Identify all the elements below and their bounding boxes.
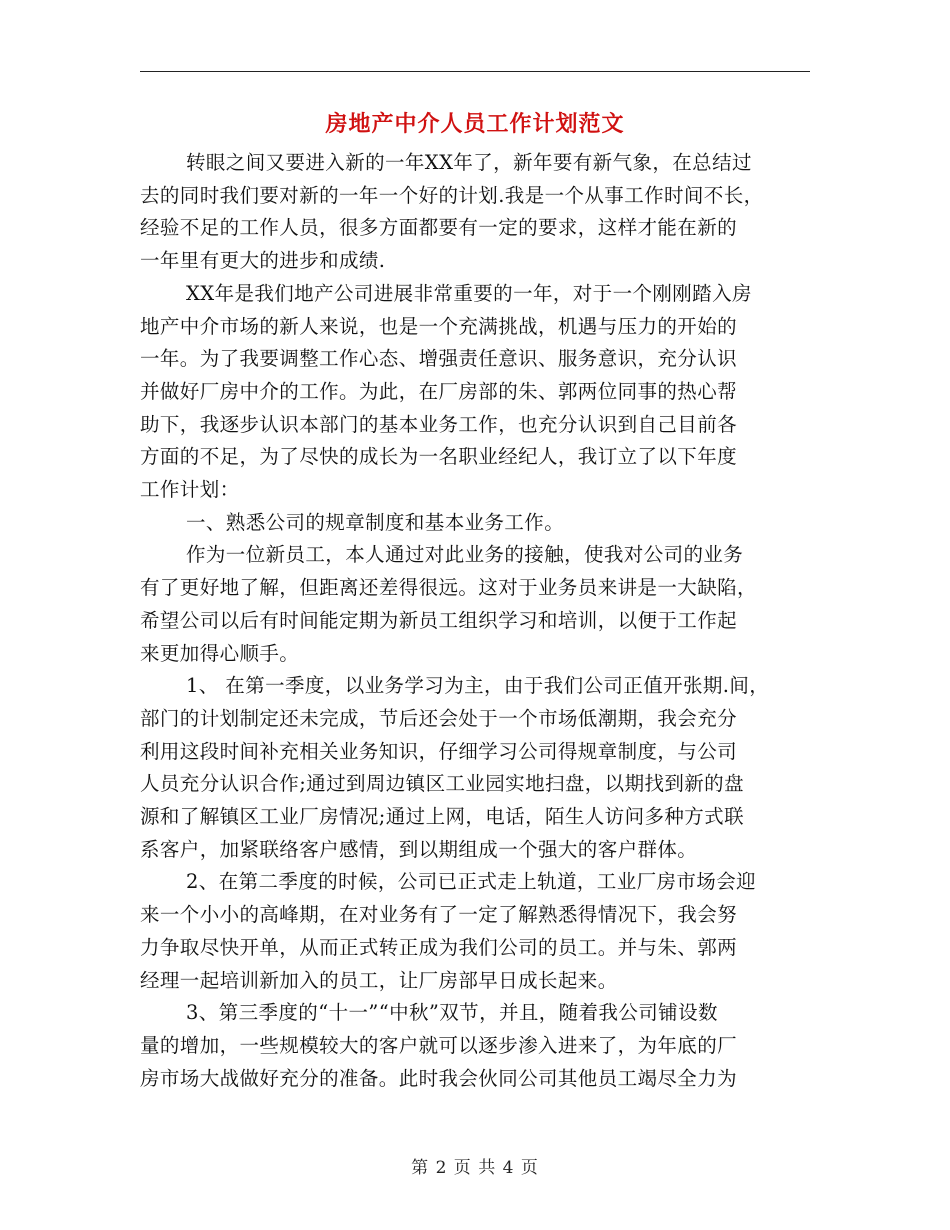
text-line: 系客户，加紧联络客户感情，到以期组成一个强大的客户群体。: [140, 837, 698, 861]
paragraph-q3-plan: [140, 997, 810, 1095]
text-line: 量的增加，一些规模较大的客户就可以逐步渗入进来了，为年底的厂: [140, 1033, 738, 1057]
text-line: 来一个小小的高峰期，在对业务有了一定了解熟悉得情况下，我会努: [140, 903, 738, 927]
text-line: 转眼之间又要进入新的一年XX年了，新年要有新气象，在总结过: [186, 151, 752, 174]
text-line: 一年里有更大的进步和成绩.: [140, 249, 386, 273]
text-line: 工作计划：: [140, 478, 240, 502]
text-line: 部门的计划制定还未完成，节后还会处于一个市场低潮期，我会充分: [140, 706, 738, 730]
text-line: 利用这段时间补充相关业务知识，仔细学习公司得规章制度，与公司: [140, 739, 738, 763]
document-body: [140, 147, 810, 1095]
text-line: 作为一位新员工，本人通过对此业务的接触，使我对公司的业务: [186, 543, 744, 567]
paragraph-new-employee: [140, 539, 810, 670]
text-line: 希望公司以后有时间能定期为新员工组织学习和培训，以便于工作起: [140, 608, 738, 632]
text-line: 力争取尽快开单，从而正式转正成为我们公司的员工。并与朱、郭两: [140, 935, 738, 959]
document-title: 房地产中介人员工作计划范文: [325, 111, 625, 137]
text-line: 1、 在第一季度，以业务学习为主，由于我们公司正值开张期.间，: [186, 674, 770, 698]
paragraph-q1-plan: [140, 670, 810, 866]
text-line: 来更加得心顺手。: [140, 641, 300, 665]
paragraph-q2-plan: [140, 866, 810, 997]
text-line: 方面的不足，为了尽快的成长为一名职业经纪人，我订立了以下年度: [140, 445, 738, 469]
text-line: 经理一起培训新加入的员工，让厂房部早日成长起来。: [140, 968, 618, 992]
text-line: 3、第三季度的“十一”“中秋”双节，并且，随着我公司铺设数: [186, 1001, 718, 1025]
paragraph-intro: [140, 147, 810, 278]
paragraph-year-overview: [140, 278, 810, 507]
text-line: 2、在第二季度的时候，公司已正式走上轨道，工业厂房市场会迎: [186, 870, 757, 894]
text-line: 去的同时我们要对新的一年一个好的计划.我是一个从事工作时间不长，: [140, 183, 764, 207]
text-line: XX年是我们地产公司进展非常重要的一年，对于一个刚刚踏入房: [186, 281, 752, 305]
header-rule: [140, 71, 810, 72]
text-line: 经验不足的工作人员，很多方面都要有一定的要求，这样才能在新的: [140, 216, 738, 240]
text-line: 并做好厂房中介的工作。为此，在厂房部的朱、郭两位同事的热心帮: [140, 379, 738, 403]
text-line: 房市场大战做好充分的准备。此时我会伙同公司其他员工竭尽全力为: [140, 1066, 738, 1090]
text-line: 有了更好地了解，但距离还差得很远。这对于业务员来讲是一大缺陷，: [140, 576, 757, 600]
text-line: 一年。为了我要调整工作心态、增强责任意识、服务意识，充分认识: [140, 347, 738, 371]
text-line: 一、熟悉公司的规章制度和基本业务工作。: [186, 510, 565, 534]
text-line: 助下，我逐步认识本部门的基本业务工作，也充分认识到自己目前各: [140, 412, 738, 436]
text-line: 源和了解镇区工业厂房情况;通过上网，电话，陌生人访问多种方式联: [140, 805, 744, 829]
page-footer: 第 2 页 共 4 页: [411, 1158, 539, 1178]
text-line: 地产中介市场的新人来说，也是一个充满挑战，机遇与压力的开始的: [140, 314, 738, 338]
section-heading-1: [140, 507, 810, 540]
text-line: 人员充分认识合作;通过到周边镇区工业园实地扫盘，以期找到新的盘: [140, 772, 744, 796]
